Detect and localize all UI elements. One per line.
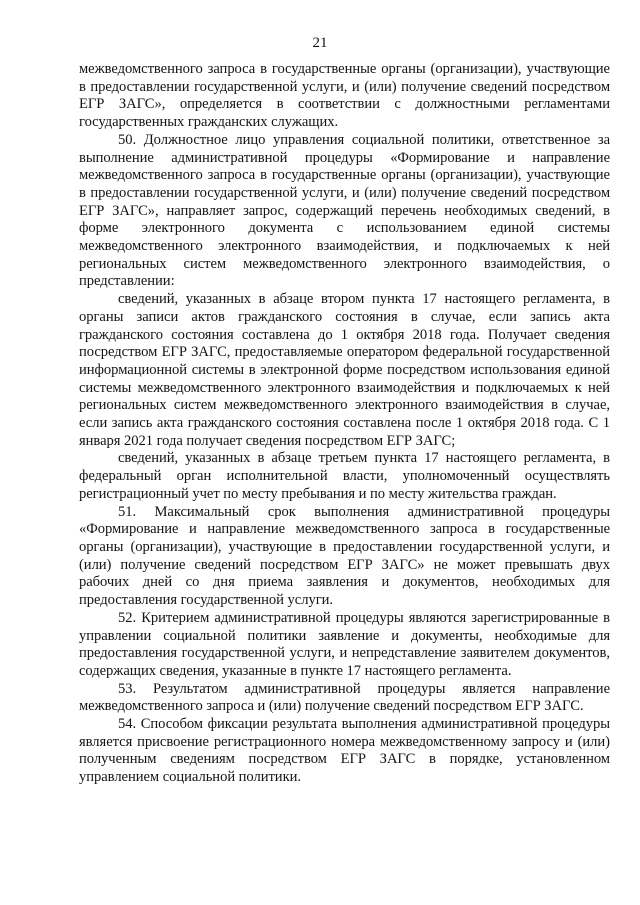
paragraph-50-item-2: сведений, указанных в абзаце третьем пункта 17 настоящего регламента, в федеральный орган исполнительной власти, уполномоченный осуществлять регистрационный учет по месту пребывания и по месту жительства граждан. (79, 450, 610, 502)
page-number: 21 (312, 35, 328, 51)
paragraph-50-item-1: сведений, указанных в абзаце втором пункта 17 настоящего регламента, в органы записи актов гражданского состояния в случае, если запись акта гражданского состояния составлена до 1 октября 2018 года. Получает сведения посредством ЕГР ЗАГС, предоставляемые оператором федеральной государственной информационной системы в электронной форме посредством использования единой системы межведомственного электронного взаимодействия и подключаемых к ней региональных систем межведомственного электронного взаимодействия в случае, если запись акта гражданского состояния составлена после 1 октября 2018 года. С 1 января 2021 года получает сведения посредством ЕГР ЗАГС; (79, 291, 610, 449)
paragraph-50: 50. Должностное лицо управления социальной политики, ответственное за выполнение административной процедуры «Формирование и направление межведомственного запроса в государственные органы (организации), участвующие в предоставлении государственной услуги, и (или) получение сведений посредством ЕГР ЗАГС», направляет запрос, содержащий перечень необходимых сведений, в форме электронного документа с использованием единой системы межведомственного электронного взаимодействия, и подключаемых к ней региональных систем межведомственного электронного взаимодействия, о представлении: (79, 131, 610, 290)
document-body (79, 61, 610, 787)
paragraph-52: 52. Критерием административной процедуры являются зарегистрированные в управлении социальной политики заявление и документы, необходимые для предоставления государственной услуги, и непредставление заявителем документов, содержащих сведения, указанные в пункте 17 настоящего регламента. (79, 609, 610, 679)
paragraph-54: 54. Способом фиксации результата выполнения административной процедуры является присвоение регистрационного номера межведомственному запросу и (или) полученным сведениям посредством ЕГР ЗАГС в порядке, установленном управлением социальной политики. (79, 716, 610, 786)
paragraph-51: 51. Максимальный срок выполнения административной процедуры «Формирование и направление межведомственного запроса в государственные органы (организации), участвующие в предоставлении государственной услуги, и (или) получение сведений посредством ЕГР ЗАГС» не может превышать двух рабочих дней со дня приема заявления и документов, необходимых для предоставления государственной услуги. (79, 503, 610, 609)
paragraph-53: 53. Результатом административной процедуры является направление межведомственного запроса и (или) получение сведений посредством ЕГР ЗАГС. (79, 680, 610, 715)
paragraph-continuation: межведомственного запроса в государственные органы (организации), участвующие в предоставлении государственной услуги, и (или) получение сведений посредством ЕГР ЗАГС», определяется в соответствии с должностными регламентами государственных гражданских служащих. (79, 61, 610, 131)
